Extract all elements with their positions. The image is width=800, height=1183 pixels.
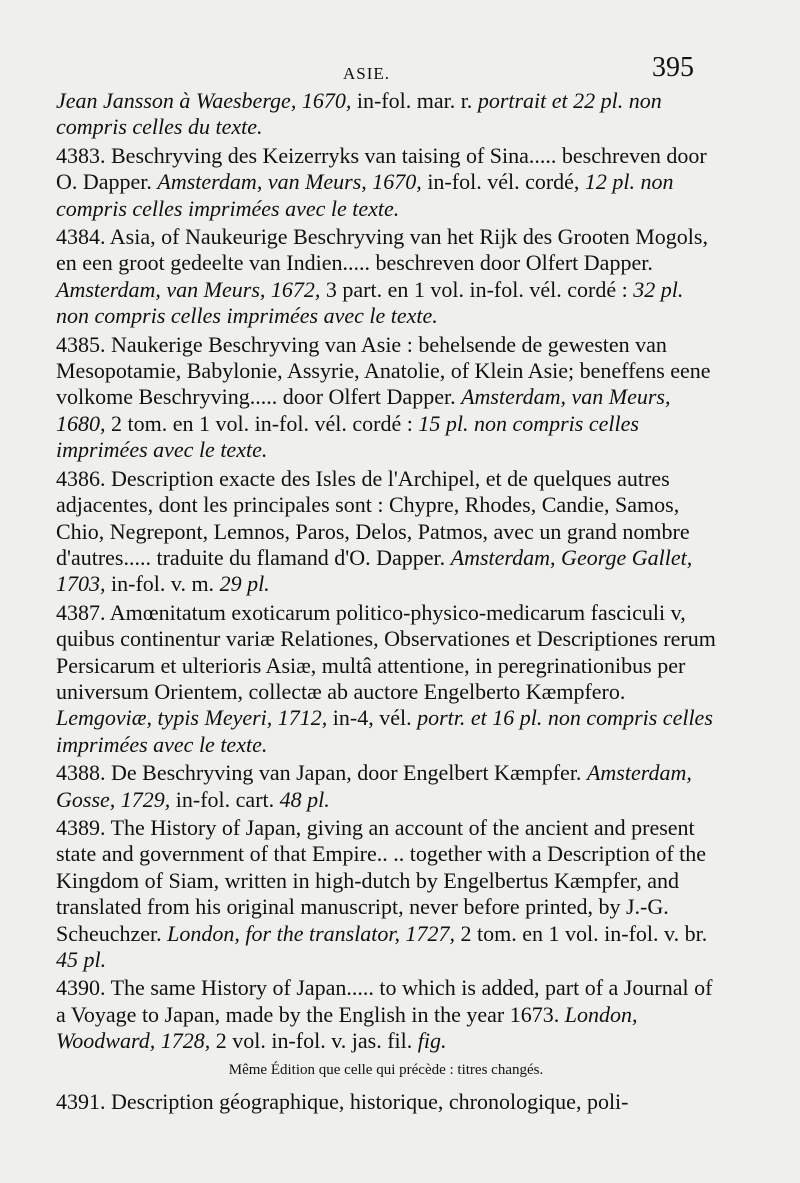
entry-number: 4390. [56, 975, 106, 1001]
entry-imprint: Amsterdam, van Meurs, 1680, [56, 384, 671, 436]
entry-plates: fig. [417, 1028, 447, 1054]
entry-format: 2 tom. en 1 vol. in-fol. vél. cordé : [105, 410, 419, 436]
entry-format: 3 part. en 1 vol. in-fol. vél. cordé : [320, 276, 634, 302]
entry-format: in-fol. vél. cordé, [421, 169, 585, 195]
entry-number: 4388. [56, 760, 106, 786]
page-number: 395 [652, 52, 694, 83]
entry-number: 4384. [56, 224, 106, 250]
entry-format: 2 tom. en 1 vol. in-fol. v. br. [455, 920, 708, 946]
entry-plates: 32 pl. non compris celles imprimées avec le texte. [56, 276, 684, 329]
catalog-entry-4387 [56, 600, 716, 758]
continuation-format: in-fol. mar. r. [351, 88, 478, 113]
entry-imprint: London, Woodward, 1728, [56, 1001, 638, 1054]
catalog-entry-4391 [56, 1089, 716, 1115]
entry-plates: portr. et 16 pl. non compris celles imprimées avec le texte. [56, 705, 713, 757]
continuation-publisher: Jean Jansson à Waesberge, 1670, [56, 88, 352, 113]
catalog-body [56, 88, 716, 1117]
entry-title: Amœnitatum exoticarum politico-physico-medicarum fasciculi v, quibus continentur variæ Relationes, Observationes et Descriptiones rerum Persicarum et ulterioris Asiæ, multâ attentione, in peregrinationibus per universum Orientem, collectæ ab auctore Engelberto Kæmpfero. [56, 599, 716, 704]
continuation-plates: portrait et 22 pl. [477, 88, 624, 113]
entry-number: 4391. [56, 1089, 106, 1115]
entry-number: 4389. [56, 814, 106, 840]
page-header [0, 52, 800, 92]
entry-title: The same History of Japan..... to which is added, part of a Journal of a Voyage to Japan, made by the English in the year 1673. [56, 975, 713, 1027]
entry-format: in-fol. v. m. [105, 571, 220, 597]
entry-imprint: London, for the translator, 1727, [167, 920, 456, 946]
entry-imprint: Amsterdam, van Meurs, 1670, [157, 169, 422, 195]
entry-imprint: Amsterdam, Gosse, 1729, [56, 760, 692, 812]
catalog-entry-4388 [56, 760, 716, 813]
entry-plates: 48 pl. [279, 786, 330, 812]
entry-plates: 29 pl. [219, 571, 270, 597]
entry-plates: 15 pl. non compris celles imprimées avec le texte. [56, 410, 639, 463]
entry-number: 4387. [56, 599, 106, 625]
entry-title: Naukerige Beschryving van Asie : behelsende de gewesten van Mesopotamie, Babylonie, Assyrie, Anatolie, of Klein Asie; beneffens eene volkome Beschryving..... door Olfert Dapper. [56, 331, 711, 410]
catalog-entry-4385 [56, 332, 716, 464]
entry-number: 4383. [56, 142, 106, 168]
entry-imprint: Amsterdam, George Gallet, 1703, [56, 544, 693, 597]
entry-title: The History of Japan, giving an account of the ancient and present state and government of that Empire.. .. together with a Description of the Kingdom of Siam, written in high-dutch by Engelbertus Kæmpfer, and translated from his original manuscript, never before printed, by J.-G. Scheuchzer. [56, 814, 707, 946]
entry-format: in-fol. cart. [170, 786, 280, 812]
entry-number: 4385. [56, 331, 106, 357]
catalog-entry-4383 [56, 143, 716, 222]
entry-plates: 45 pl. [56, 947, 107, 972]
edition-note: Même Édition que celle qui précède : titres changés. [228, 1061, 544, 1078]
entry-title: Description exacte des Isles de l'Archipel, et de quelques autres adjacentes, dont les principales sont : Chypre, Rhodes, Candie, Samos, Chio, Negrepont, Lemnos, Paros, Delos, Patmos, avec un grand nombre d'autres..... traduite du flamand d'O. Dapper. [56, 465, 690, 570]
entry-imprint: Lemgoviæ, typis Meyeri, 1712, [56, 705, 328, 731]
entry-format: in-4, vél. [327, 705, 418, 731]
running-head: ASIE. [343, 64, 391, 83]
entry-imprint: Amsterdam, van Meurs, 1672, [56, 276, 321, 302]
continuation-note: non compris celles du texte. [56, 88, 662, 140]
entry-plates: 12 pl. non compris celles imprimées avec le texte. [56, 169, 674, 221]
entry-title: De Beschryving van Japan, door Engelbert Kæmpfer. [111, 760, 587, 786]
continuation-entry [56, 88, 716, 141]
entry-format: 2 vol. in-fol. v. jas. fil. [210, 1028, 418, 1054]
entry-number: 4386. [56, 465, 106, 491]
entry-title: Description géographique, historique, chronologique, poli- [111, 1089, 629, 1115]
catalog-entry-4386 [56, 466, 716, 598]
catalog-entry-4390 [56, 975, 716, 1054]
entry-title: Asia, of Naukeurige Beschryving van het Rijk des Grooten Mogols, en een groot gedeelte van Indien..... beschreven door Olfert Dapper. [56, 224, 708, 276]
catalog-entry-4384 [56, 224, 716, 330]
entry-title: Beschryving des Keizerryks van taising of Sina..... beschreven door O. Dapper. [56, 142, 707, 195]
catalog-entry-4389 [56, 815, 716, 973]
